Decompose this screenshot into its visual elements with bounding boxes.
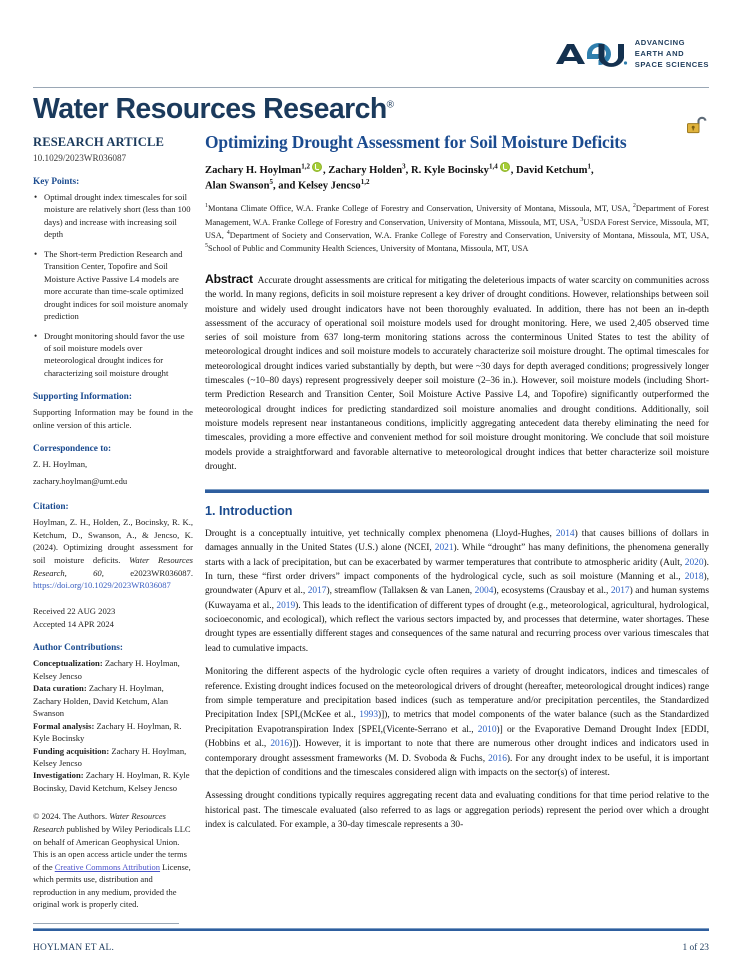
paragraph-text: Monitoring the different aspects of the hydrologic cycle often requires a variety of drought indicators, indices and timescales of reference. Existing drought indices focused on the meteorological drivers of drought (hereafter, meteorological drought indices) range from simple temperature and precipitation based indices (such as temperature and/or precipitation percentiles, the Standardized Precipitation Index [SPI,(McKee et al.,	[205, 667, 709, 721]
citation-journal: Water Resources Research, 60,	[33, 554, 193, 578]
contribution-item	[33, 769, 193, 794]
paragraph-text: Assessing drought conditions typically requires aggregating recent data and evaluating conditions for that time period relative to the historical past. The timescale evaluated (also referred to as lags or aggregation periods) represent the period over which a drought index is calculated. For example, a 30-day timescale represents a 30-	[205, 791, 709, 831]
affiliation-text: Montana Climate Office, W.A. Franke College of Forestry and Conservation, University of Montana, Missoula, MT, USA,	[208, 203, 633, 213]
citation-link[interactable]: 2004	[474, 586, 494, 597]
key-point-item: • The Short-term Prediction Research and Transition Center, Topofire and Soil Moisture Active Passive L4 models are more accurate than time-scale optimized drought indices for soil moisture anomaly prediction	[44, 248, 193, 323]
journal-name: Water Resources Research	[33, 93, 387, 125]
citation-block	[33, 502, 193, 591]
citation-link[interactable]: 2017	[307, 586, 327, 597]
copyright-line-2: published by Wiley Periodicals LLC on behalf of American Geophysical Union.	[33, 823, 191, 847]
agu-logo	[554, 38, 709, 70]
agu-logo-mark	[554, 40, 628, 68]
contribution-item	[33, 682, 193, 719]
author-name: , Zachary Holden	[322, 164, 403, 176]
contribution-role: Conceptualization:	[33, 658, 103, 669]
key-points-heading: Key Points:	[33, 177, 80, 187]
contribution-item	[33, 657, 193, 682]
citation-doi-link[interactable]: https://doi.org/10.1029/2023WR036087	[33, 580, 171, 591]
copyright-block	[33, 810, 193, 911]
citation-link[interactable]: 2010	[477, 724, 497, 735]
key-point-item: • Drought monitoring should favor the use of soil moisture models over meteorological drought indices for characterizing soil moisture drought	[44, 330, 193, 380]
contribution-role: Investigation:	[33, 770, 84, 781]
main-column	[205, 132, 709, 842]
author-separator: ,	[591, 164, 594, 176]
journal-trademark: ®	[386, 99, 394, 111]
abstract	[205, 270, 709, 474]
paragraph-text: ), ecosystems (Crausbay et al.,	[493, 586, 611, 597]
paragraph-text: ). This leads to the identification of different types of drought (e.g., meteorological, agricultural, hydrological, socioeconomic, and ecological), which reflect the various sectors impacted by, and processes that determine, water shortages. These drought types are essentially different stages and consequences of the same natural and recurring process over various timescales that lead to cumulative impacts.	[205, 600, 709, 654]
author-affil-marker: 1	[587, 162, 592, 170]
citation-link[interactable]: 1993	[359, 710, 379, 721]
agu-tagline-line-1: ADVANCING	[634, 38, 686, 47]
supporting-information-text: Supporting Information may be found in the online version of this article.	[33, 407, 193, 430]
section-divider	[205, 489, 709, 493]
paragraph-text: ), groundwater (Apurv et al.,	[205, 571, 709, 597]
affiliation-marker: 3	[580, 216, 584, 223]
correspondence-email-link[interactable]: zachary.hoylman@umt.edu	[33, 476, 128, 487]
agu-tagline-line-3: SPACE SCIENCES	[634, 59, 709, 69]
contribution-names: Zachary H. Hoylman, R. Kyle Bocinsky	[33, 720, 182, 744]
author-affil-marker: 3	[402, 162, 406, 170]
accepted-date: Accepted 14 APR 2024	[33, 618, 114, 629]
affiliation-text: USDA Forest Service, Missoula, MT, USA,	[205, 217, 709, 240]
author-affil-marker: 5	[269, 177, 273, 186]
author-name: Zachary H. Hoylman	[205, 164, 302, 176]
contribution-role: Data curation:	[33, 683, 87, 694]
contribution-names: Zachary H. Hoylman, Kelsey Jencso	[33, 745, 187, 769]
citation-text	[33, 516, 193, 591]
dates-block	[33, 605, 193, 631]
paragraph-text: ), streamflow (Tallaksen & van Lanen,	[326, 586, 475, 597]
citation-link[interactable]: 2016	[488, 753, 507, 764]
agu-tagline-line-2: EARTH AND	[634, 48, 685, 58]
correspondence-heading: Correspondence to:	[33, 444, 112, 455]
citation-link[interactable]: 2017	[610, 586, 630, 597]
citation-heading: Citation:	[33, 502, 69, 513]
copyright-line-4: License, which permits use, distribution and reproduction in any medium, provided the original work is properly cited.	[33, 861, 191, 910]
citation-part-1: Hoylman, Z. H., Holden, Z., Bocinsky, R. K., Ketchum, D., Swanson, A., & Jencso, K. (2024). Optimizing drought assessment for soil moisture deficits.	[33, 517, 193, 565]
affiliation-marker: 1	[205, 203, 208, 210]
contribution-names: Zachary H. Hoylman, Zachary Holden, David Ketchum, Alan Swanson	[33, 683, 169, 719]
paragraph-text: )]), to metrics that model components of the water balance (such as the Standardized Precipitation Evapotranspiration Index [SPEI,(Vicente-Serrano et al.,	[205, 710, 709, 735]
intro-paragraph	[205, 527, 709, 657]
contribution-item	[33, 720, 193, 745]
key-point-item: • Optimal drought index timescales for soil moisture are relatively short (less than 100 days) and increase with increasing soil depth	[44, 191, 193, 241]
copyright-journal: Water Resources Research	[33, 811, 166, 834]
author-affil-marker: 1,2	[301, 162, 310, 170]
intro-paragraph	[205, 789, 709, 832]
citation-link[interactable]: 2020	[684, 557, 704, 568]
correspondence-block	[33, 444, 193, 489]
supporting-information-block	[33, 392, 193, 431]
contribution-role: Funding acquisition:	[33, 745, 110, 756]
sidebar-divider	[33, 923, 179, 924]
received-date: Received 22 AUG 2023	[33, 605, 116, 616]
key-points-list	[33, 191, 193, 379]
affiliation-marker: 2	[632, 203, 636, 210]
citation-part-2: e2023WR036087.	[130, 567, 193, 578]
doi-short: 10.1029/2023WR036087	[33, 153, 127, 163]
article-type-label: RESEARCH ARTICLE	[33, 135, 164, 149]
paragraph-text: ) and human systems (Kuwayama et al.,	[205, 586, 709, 611]
orcid-icon[interactable]	[312, 162, 322, 172]
journal-title	[33, 93, 393, 126]
affiliation-text: Department of Forest Management, W.A. Franke College of Forestry and Conservation, University of Montana, Missoula, MT, USA,	[205, 203, 709, 227]
section-heading-introduction: 1. Introduction	[205, 503, 293, 518]
contribution-names: Zachary H. Hoylman, Kelsey Jencso	[33, 658, 180, 681]
citation-link[interactable]: 2021	[434, 543, 454, 554]
paragraph-text: ). For any drought index to be useful, it is important that the depiction of conditions and the timescales considered align with impacts on the sector(s) of interest.	[205, 753, 709, 778]
left-sidebar	[33, 135, 193, 924]
supporting-information-heading: Supporting Information:	[33, 392, 132, 403]
author-name: Alan Swanson	[205, 180, 270, 192]
footer-authors: HOYLMAN ET AL.	[33, 943, 115, 953]
paragraph-text: ). While “drought” has many definitions, the phenomena generally starts with a lack of precipitation, but can be exacerbated by warmer temperatures that contribute to atmospheric aridity (Ault,	[205, 543, 709, 568]
paragraph-text: )]). However, it is important to note that there are numerous other drought indices and indicators used in contemporary drought assessment frameworks (M. D. Svoboda & Fuchs,	[205, 739, 709, 764]
footer-page-number: 1 of 23	[682, 943, 709, 953]
author-affil-marker: 1,2	[360, 177, 370, 186]
footer-divider	[33, 928, 709, 931]
author-name: , David Ketchum	[510, 164, 588, 176]
license-link[interactable]: Creative Commons Attribution	[54, 861, 161, 872]
agu-tagline	[635, 38, 709, 70]
orcid-icon[interactable]	[500, 162, 510, 172]
affiliation-text: Department of Society and Conservation, W.A. Franke College of Forestry and Conservation, University of Montana, Missoula, MT, USA,	[229, 230, 709, 240]
citation-link[interactable]: 2019	[276, 600, 296, 611]
page-title: Optimizing Drought Assessment for Soil Moisture Deficits	[205, 132, 627, 152]
header-divider	[33, 87, 709, 88]
author-name: , and Kelsey Jencso	[272, 180, 361, 192]
author-contributions-heading: Author Contributions:	[33, 643, 123, 654]
contribution-item	[33, 745, 193, 770]
author-name: , R. Kyle Bocinsky	[405, 164, 489, 176]
paragraph-text: ) that causes billions of dollars in damages annually in the United States (U.S.) alone (NCEI,	[205, 528, 709, 554]
affiliation-marker: 5	[205, 243, 208, 250]
contribution-names: Zachary H. Hoylman, R. Kyle Bocinsky, David Ketchum, Kelsey Jencso	[33, 770, 190, 793]
affiliation-text: School of Public and Community Health Sciences, University of Montana, Missoula, MT, USA	[208, 244, 529, 254]
intro-paragraph	[205, 665, 709, 780]
author-contributions-block	[33, 643, 193, 794]
author-list	[205, 162, 709, 194]
affiliation-marker: 4	[226, 229, 230, 236]
paragraph-text: Drought is a conceptually intuitive, yet technically complex phenomena (Lloyd-Hughes,	[205, 528, 556, 539]
citation-link[interactable]: 2018	[684, 571, 704, 582]
abstract-label: Abstract	[205, 271, 253, 286]
correspondence-name: Z. H. Hoylman,	[33, 459, 88, 470]
contribution-role: Formal analysis:	[33, 720, 95, 731]
abstract-text: Accurate drought assessments are critical for mitigating the deleterious impacts of water scarcity on communities across the world. In many regions, deficits in soil moisture represent a key driver of drought conditions. However, relationships between soil moisture and widely used drought indicators have not been thoroughly evaluated. In addition, there has not been an in-depth assessment of the accuracy of operational soil moisture models used for drought monitoring. Here, we used 2,405 observed time series of soil moisture from 637 long-term monitoring stations across the conterminous United States to test the ability of meteorological drought indices and soil moisture models to accurately characterize soil moisture drought. The optimal timescales for meteorological drought indices varied substantially by depth, but were ~30 days for depth averaged conditions; progressively longer timescales (~10–80 days) represent progressively deeper soil moisture (2–36 in.). However, soil moisture models (including Short-term Prediction Research and Transition Center, Soil Moisture Active Passive L4, and Topofire) significantly outperformed the meteorological drought indices for predicting standardized soil moisture anomalies and drought conditions. Additionally, soil moisture models represent near instantaneous conditions, implicitly aggregating antecedent data thereby eliminating the need for timescales, providing a more effective and convenient method for soil moisture drought monitoring. We conclude that soil moisture models provide a straightforward and favorable alternative to meteorological drought indices that better characterize soil moisture drought.	[205, 275, 710, 472]
citation-link[interactable]: 2014	[555, 528, 575, 539]
copyright-line-1: © 2024. The Authors.	[33, 811, 110, 822]
author-affil-marker: 1,4	[488, 162, 498, 170]
citation-link[interactable]: 2016	[270, 739, 290, 750]
copyright-line-3: This is an open access article under the terms of the	[33, 849, 187, 872]
affiliations	[205, 202, 709, 256]
paragraph-text: )] or the Evaporative Demand Drought Index [EDDI, (Hobbins et al.,	[205, 724, 709, 750]
paragraph-text: ). In turn, these “first order drivers” impact components of the hydrological cycle, such as soil moisture (Manning et al.,	[205, 557, 709, 582]
